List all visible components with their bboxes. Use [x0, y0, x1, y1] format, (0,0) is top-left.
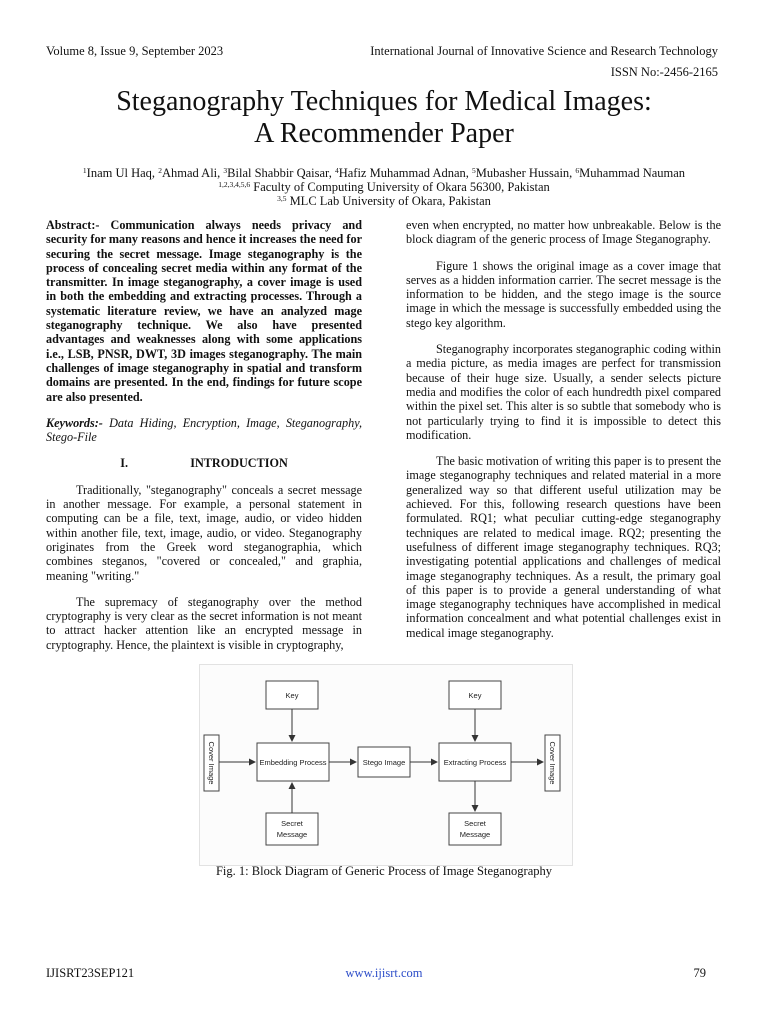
affiliation-2 [0, 192, 768, 208]
author-name: Mubasher Hussain, [475, 166, 576, 180]
embedding-label: Embedding Process [259, 758, 327, 767]
author-sup: 2 [158, 166, 162, 175]
keywords-text: Data Hiding, Encryption, Image, Steganography, Stego-File [46, 415, 362, 445]
author-sup: 1 [82, 166, 87, 175]
affiliation-sup: 1,2,3,4,5,6 [218, 180, 251, 189]
key-left-label: Key [285, 691, 299, 700]
author-name: Inam Ul Haq, [86, 166, 159, 180]
secret-left-label-2: Message [276, 830, 308, 839]
page-number: 79 [693, 966, 706, 980]
author-name: Bilal Shabbir Qaisar, [227, 166, 335, 180]
extracting-label: Extracting Process [443, 758, 507, 767]
secret-left-label-1: Secret [281, 819, 303, 828]
author-sup: 3 [223, 166, 228, 175]
title-line-1: Steganography Techniques for Medical Images: [116, 86, 652, 117]
section-heading [46, 456, 362, 470]
title-line-2: A Recommender Paper [254, 118, 514, 149]
author-sup: 6 [575, 166, 580, 175]
cover-right-label: Cover Image [548, 741, 557, 785]
key-right-label: Key [468, 691, 482, 700]
keywords-label: Keywords:- [46, 415, 103, 430]
author-name: Hafiz Muhammad Adnan, [338, 166, 473, 180]
paper-code: IJISRT23SEP121 [46, 966, 135, 980]
volume-info: Volume 8, Issue 9, September 2023 [46, 44, 224, 58]
paragraph: Traditionally, "steganography" conceals a secret message in another message. For example, a personal statement in computing can be a file, text, image, audio, or video hidden within another file, text, image, audio, or video. Steganography originates from the Greek word steganographia, which combines steganos, "covered or concealed," and graphia, meaning "writing." [46, 482, 362, 583]
author-name: Muhammad Nauman [579, 166, 686, 180]
author-name: Ahmad Ali, [161, 166, 224, 180]
secret-message-right-box [449, 813, 501, 845]
affiliation-text: MLC Lab University of Okara, Pakistan [286, 194, 491, 208]
paragraph: The basic motivation of writing this paper is to present the image steganography techniques and related material in a more generalized way so that different useful utilization may be achieved. For this, following research questions have been formulated. RQ1; what peculiar cutting-edge steganography techniques are related to medical image. RQ2; presenting the usefulness of different image steganography techniques. RQ3; investigating potential applications and challenges of medical image steganography techniques. As a result, the primary goal of this paper is to provide a general understanding of what image steganography techniques have accomplished in medical information concealment and what potential challenges exist in medical image steganography. [406, 454, 721, 640]
author-sup: 5 [472, 166, 476, 175]
secret-right-label-2: Message [459, 830, 491, 839]
journal-name: International Journal of Innovative Science and Research Technology [370, 44, 718, 58]
affiliation-sup: 3,5 [277, 194, 287, 203]
figure-caption: Fig. 1: Block Diagram of Generic Process of Image Steganography [215, 864, 553, 878]
block-diagram-figure [199, 664, 573, 866]
left-column [46, 218, 362, 664]
cover-left-label: Cover Image [207, 741, 216, 785]
secret-right-label-1: Secret [464, 819, 486, 828]
issn: ISSN No:-2456-2165 [610, 65, 718, 79]
secret-message-left-box [266, 813, 318, 845]
abstract: Abstract:- Communication always needs privacy and security for many reasons and hence it increases the need for securing the secret message. Image steganography is the process of concealing secret media within any format of the transmitter. In image steganography, a cover image is used in both the embedding and extracting processes. Through a systematic literature review, we have an analyzed mage steganography technique. We also have presented advantages and weaknesses along with some applications i.e., LSB, PNSR, DWT, 3D images steganography. The main challenges of image steganography in spatial and transform domains are presented. In the end, findings for future scope are also presented. [46, 218, 362, 404]
block-diagram [200, 665, 572, 865]
author-sup: 4 [334, 166, 339, 175]
keywords [46, 416, 362, 445]
right-column [406, 218, 721, 652]
section-title: INTRODUCTION [190, 456, 288, 471]
affiliation-text: Faculty of Computing University of Okara 56300, Pakistan [250, 180, 550, 194]
stego-label: Stego Image [362, 758, 406, 767]
paper-title [0, 86, 768, 150]
paragraph: Figure 1 shows the original image as a cover image that serves as a hidden information carrier. The secret message is the information to be hidden, and the stego image is the source image in which the message is successfully embedded using the stego key algorithm. [406, 258, 721, 330]
journal-url-link[interactable]: www.ijisrt.com [345, 966, 423, 980]
paragraph: even when encrypted, no matter how unbreakable. Below is the block diagram of the generic process of Image Steganography. [406, 218, 721, 247]
paragraph: Steganography incorporates steganographic coding within a media picture, as media images are perfect for transmission because of their huge size. Usually, a sender selects picture media and modifies the color of each hundredth pixel compared within the pixel set. This alter is so subtle that somebody who is not particularly trying to find it is impossible to detect this modification. [406, 342, 721, 442]
paragraph: The supremacy of steganography over the method cryptography is very clear as the secret information is not meant to attract hacker attention like an encrypted message in cryptography. Hence, the plaintext is visible in cryptography, [46, 594, 362, 652]
section-number: I. [120, 456, 129, 471]
